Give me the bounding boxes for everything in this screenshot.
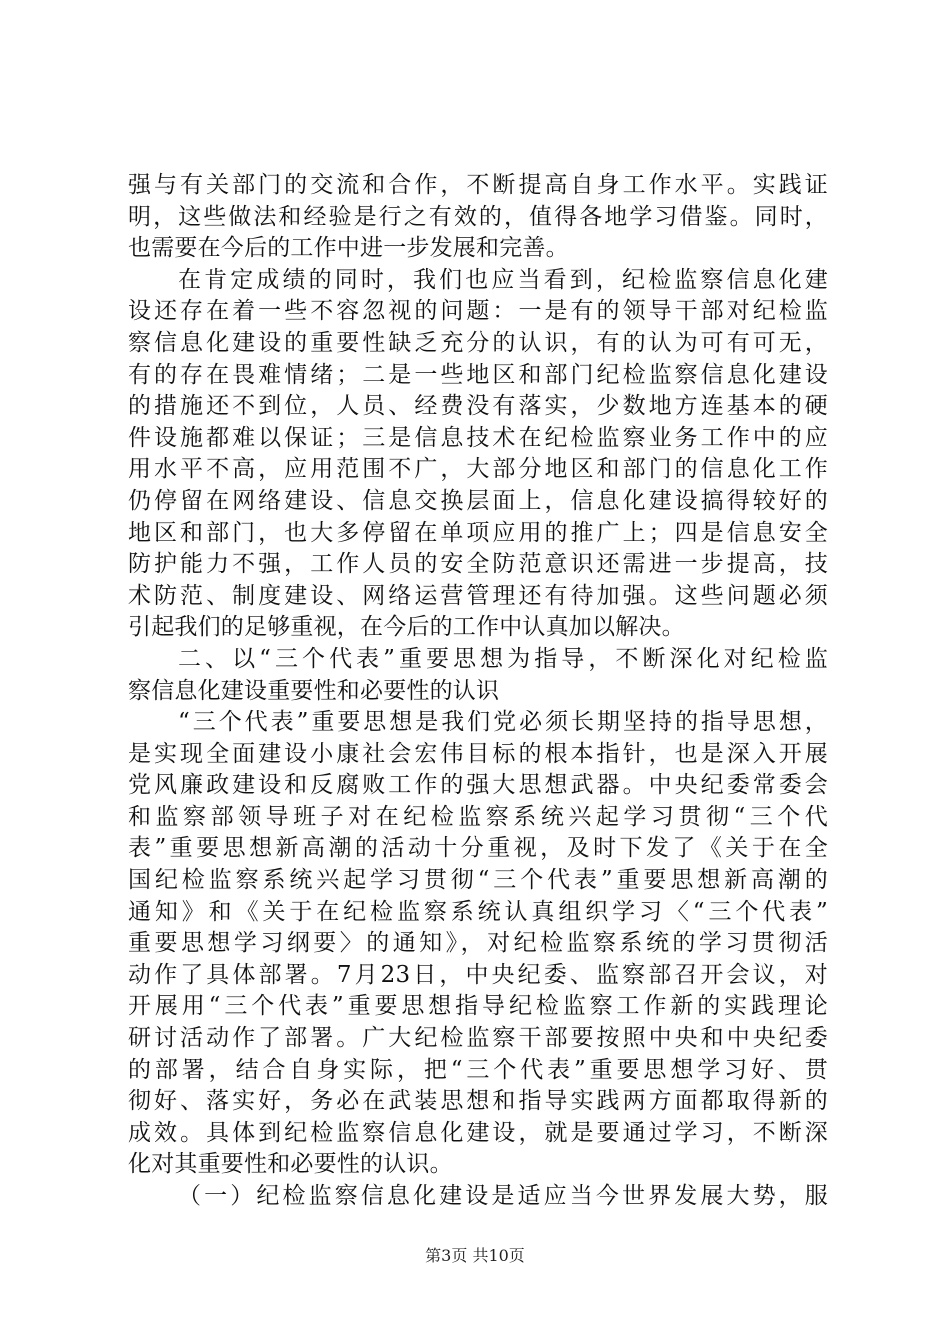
document-body: [128, 170, 828, 1213]
paragraph-start-line: “三个代表”重要思想是我们党必须长期坚持的指导思想，: [178, 709, 828, 736]
text-line: 表”重要思想新高潮的活动十分重视，及时下发了《关于在全: [128, 835, 828, 862]
text-line: 察信息化建设的重要性缺乏充分的认识，有的认为可有可无，: [128, 329, 828, 356]
text-line: 引起我们的足够重视，在今后的工作中认真加以解决。: [128, 614, 685, 641]
section-heading-line: 察信息化建设重要性和必要性的认识: [128, 677, 500, 704]
text-line: 术防范、制度建设、网络运营管理还有待加强。这些问题必须: [128, 582, 828, 609]
text-line: 国纪检监察系统兴起学习贯彻“三个代表”重要思想新高潮的: [128, 867, 828, 894]
text-line: 防护能力不强，工作人员的安全防范意识还需进一步提高，技: [128, 551, 828, 578]
text-line: 件设施都难以保证；三是信息技术在纪检监察业务工作中的应: [128, 424, 828, 451]
text-line: 彻好、落实好，务必在武装思想和指导实践两方面都取得新的: [128, 1088, 828, 1115]
text-line: 是实现全面建设小康社会宏伟目标的根本指针，也是深入开展: [128, 740, 828, 767]
text-line: 有的存在畏难情绪；二是一些地区和部门纪检监察信息化建设: [128, 361, 828, 388]
text-line: 明，这些做法和经验是行之有效的，值得各地学习借鉴。同时，: [128, 203, 828, 230]
text-line: 成效。具体到纪检监察信息化建设，就是要通过学习，不断深: [128, 1119, 828, 1146]
text-line: 通知》和《关于在纪检监察系统认真组织学习〈“三个代表”: [128, 898, 828, 925]
page-number-footer: 第3页 共10页: [425, 1246, 525, 1265]
text-line: 开展用“三个代表”重要思想指导纪检监察工作新的实践理论: [128, 993, 828, 1020]
text-line: 动作了具体部署。7月23日，中央纪委、监察部召开会议，对: [128, 961, 828, 988]
text-line: 和监察部领导班子对在纪检监察系统兴起学习贯彻“三个代: [128, 803, 828, 830]
text-line: 用水平不高，应用范围不广，大部分地区和部门的信息化工作: [128, 456, 828, 483]
subsection-heading-line: （一）纪检监察信息化建设是适应当今世界发展大势，服: [178, 1183, 828, 1209]
text-line: 研讨活动作了部署。广大纪检监察干部要按照中央和中央纪委: [128, 1025, 828, 1052]
text-line: 党风廉政建设和反腐败工作的强大思想武器。中央纪委常委会: [128, 772, 828, 799]
paragraph-start-line: 在肯定成绩的同时，我们也应当看到，纪检监察信息化建: [178, 266, 828, 293]
text-line: 仍停留在网络建设、信息交换层面上，信息化建设搞得较好的: [128, 487, 828, 514]
text-line: 化对其重要性和必要性的认识。: [128, 1151, 453, 1178]
text-line: 重要思想学习纲要〉的通知》，对纪检监察系统的学习贯彻活: [128, 930, 828, 957]
section-heading-line: 二、以“三个代表”重要思想为指导，不断深化对纪检监: [178, 645, 828, 672]
text-line: 的措施还不到位，人员、经费没有落实，少数地方连基本的硬: [128, 393, 828, 420]
text-line: 设还存在着一些不容忽视的问题：一是有的领导干部对纪检监: [128, 298, 828, 325]
text-line: 地区和部门，也大多停留在单项应用的推广上；四是信息安全: [128, 519, 828, 546]
text-line: 的部署，结合自身实际，把“三个代表”重要思想学习好、贯: [128, 1056, 828, 1083]
text-line: 也需要在今后的工作中进一步发展和完善。: [128, 235, 569, 262]
text-line: 强与有关部门的交流和合作，不断提高自身工作水平。实践证: [128, 172, 828, 198]
